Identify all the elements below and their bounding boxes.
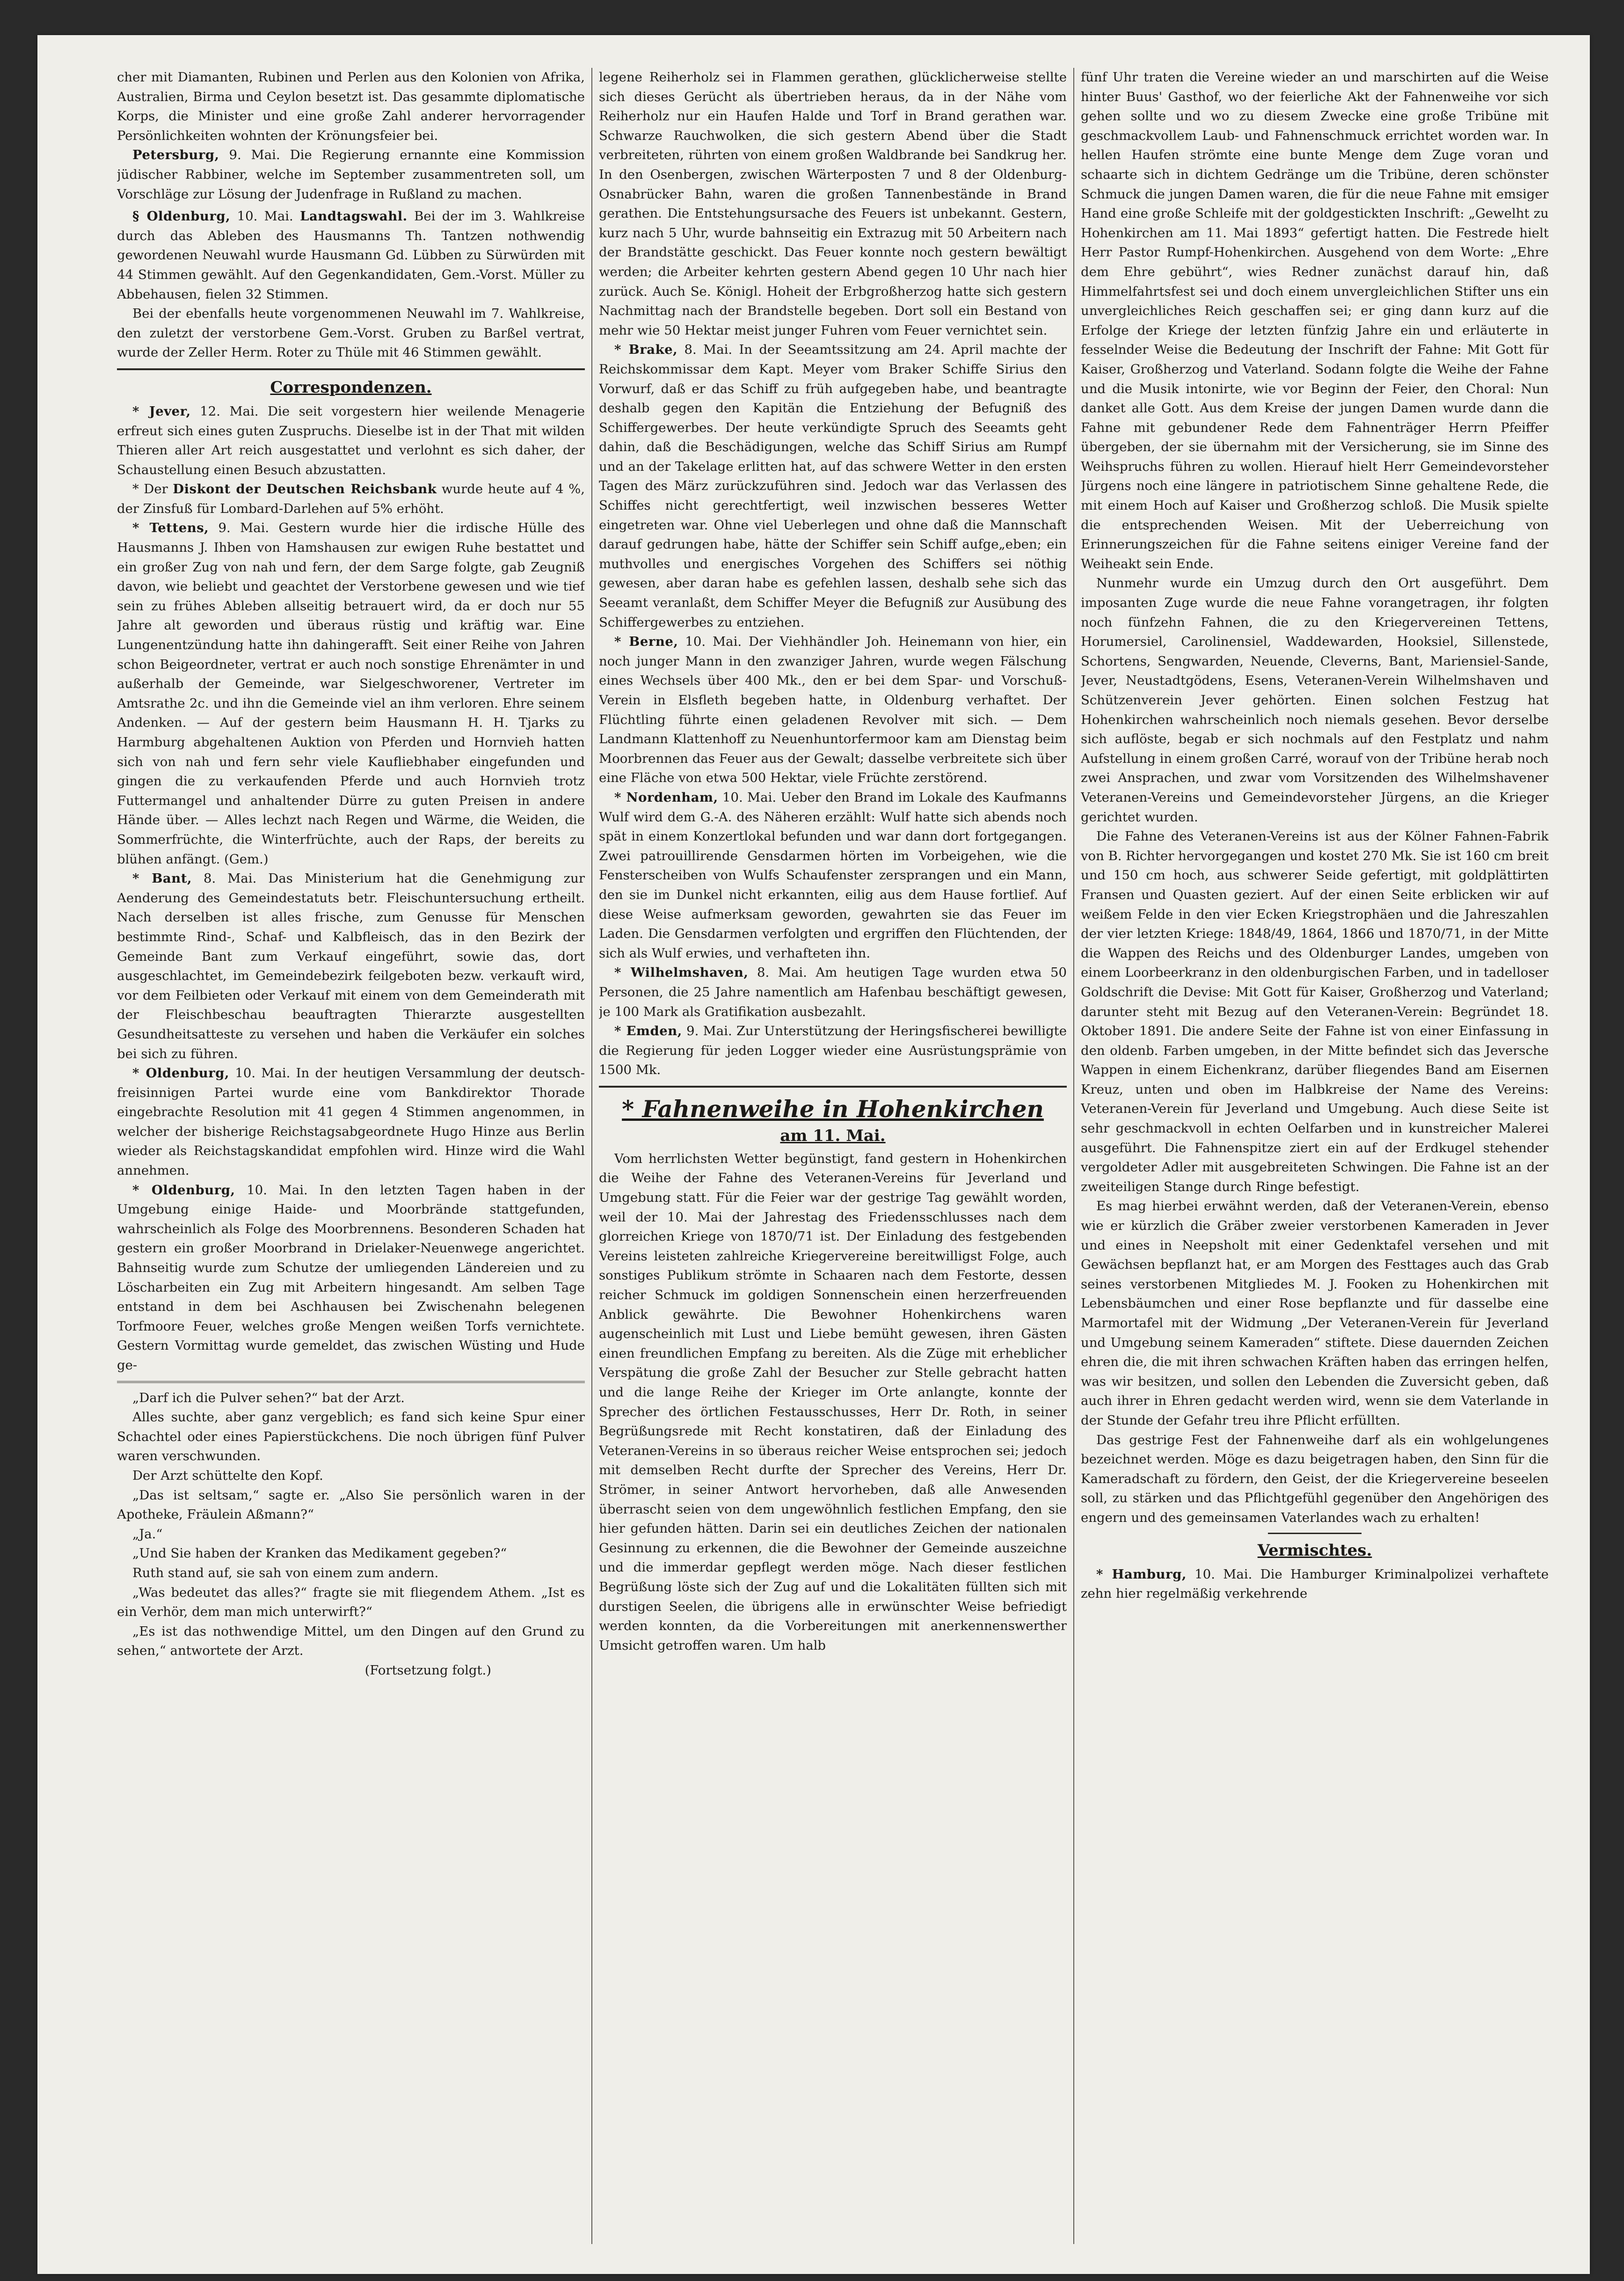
feuilleton-rule <box>117 1381 585 1383</box>
article-text: cher mit Diamanten, Rubinen und Perlen aus den Kolonien von Afrika, Australien, Birma und Ceylon besetzt ist. Das gesammte diplomatische Korps, die Minister und eine große Zahl anderer hervorragender Persönlichkeiten wohnten der Krönungsfeier bei. <box>117 70 585 143</box>
dateline: Petersburg, <box>132 147 219 163</box>
article-nordenham <box>599 788 1067 963</box>
dateline: * Wilhelmshaven, <box>614 965 749 980</box>
article-bant <box>117 869 585 1064</box>
feuilleton-text: „Was bedeutet das alles?“ fragte sie mit fliegendem Athem. „Ist es ein Verhör, dem man mich unterwirft?“ <box>117 1585 585 1620</box>
column-3 <box>1081 68 1549 2263</box>
dateline: * Hamburg, <box>1096 1566 1187 1582</box>
article-text: 8. Mai. In der Seeamtssitzung am 24. April machte der Reichskommissar dem Kapt. Meyer vom Braker Schiffe Sirius den Vorwurf, daß er das Schiff zu früh aufgegeben habe, und beantragte deshalb gegen den Kapitän die Entziehung der Befugniß des Schiffergewerbes. Der heute verkündigte Spruch des Seeamts geht dahin, daß die Beschädigungen, welche das Schiff Sirius am Rumpf und an der Takelage erlitten hat, auf das schwere Wetter in den ersten Tagen des März zurückzuführen sind. Jedoch war das Verlassen des Schiffes nicht gerechtfertigt, weil inzwischen besseres Wetter eingetreten war. Ohne viel Ueberlegen und ohne daß die Mannschaft darauf gedrungen habe, hätte der Schiffer sein Schiff aufge„eben; ein muthvolles und energisches Vorgehen des Schiffers sei nöthig gewesen, aber daran habe es gefehlen lassen, deshalb sehe sich das Seeamt veranlaßt, dem Schiffer Meyer die Befugniß zur Ausübung des Schiffergewerbes zu entziehen. <box>599 342 1067 630</box>
feuilleton-text: Der Arzt schüttelte den Kopf. <box>132 1468 323 1483</box>
section-heading: Vermischtes. <box>1257 1541 1372 1560</box>
article-text: 10. Mai. Der Viehhändler Joh. Heinemann von hier, ein noch junger Mann in den zwanziger Jahren, wurde wegen Fälschung eines Wechsels über 400 Mk., den er bei dem Spar- und Vorschuß-Verein in Elsfleth begeben hatte, in Oldenburg verhaftet. Der Flüchtling führte einen geladenen Revolver mit sich. — Dem Landmann Klattenhoff zu Neuenhuntorfermoor kam am Dienstag beim Moorbrennen das Feuer aus der Gewalt; dasselbe verbreitete sich über eine Fläche von etwa 500 Hektar, viele Früchte zerstörend. <box>599 634 1067 786</box>
feuilleton-text: „Das ist seltsam,“ sagte er. „Also Sie persönlich waren in der Apotheke, Fräulein Aßmann?“ <box>117 1487 585 1522</box>
article-text: 10. Mai. Die Hamburger Kriminalpolizei verhaftete zehn hier regelmäßig verkehrende <box>1081 1566 1549 1601</box>
article-text: 10. Mai. In den letzten Tagen haben in der Umgebung einige Haide- und Moorbrände stattgefunden, wahrscheinlich als Folge des Moorbrennens. Besonderen Schaden hat gestern ein großer Moorbrand in Drielaker-Neuenwege angerichtet. Bahnseitig wurde zum Schutze der umliegenden Ländereien und zu Löscharbeiten ein Zug mit Arbeitern hingesandt. Am selben Tage entstand in dem bei Aschhausen bei Zwischenahn belegenen Torfmoore Feuer, welches große Mengen weißen Torfs vernichtete. Gestern Vormittag wurde gemeldet, das zwischen Wüsting und Hude ge- <box>117 1182 585 1373</box>
feuilleton-text: „Ja.“ <box>132 1526 163 1542</box>
dateline: * Bant, <box>132 871 192 886</box>
article-hamburg <box>1081 1565 1549 1604</box>
article-text: Bei der im 3. Wahlkreise durch das Ableben des Hausmanns Th. Tantzen nothwendig gewordenen Neuwahl wurde Hausmann Gd. Lübben zu Sürwürden mit 44 Stimmen gewählt. Auf den Gegenkandidaten, Gem.-Vorst. Müller zu Abbehausen, fielen 32 Stimmen. <box>117 209 585 302</box>
article-wilhelmshaven <box>599 963 1067 1022</box>
feuilleton-text: Alles suchte, aber ganz vergeblich; es fand sich keine Spur einer Schachtel oder eines Papierstückchens. Die noch übrigen fünf Pulver waren verschwunden. <box>117 1410 585 1464</box>
article-oldenburg-2 <box>117 1181 585 1375</box>
article-text: * Der <box>132 482 173 497</box>
dateline: * Berne, <box>614 634 678 650</box>
dateline: * Oldenburg, <box>132 1066 230 1081</box>
feuilleton-text: „Es ist das nothwendige Mittel, um den Dingen auf den Grund zu sehen,“ antwortete der Arzt. <box>117 1623 585 1659</box>
dateline: * Jever, <box>132 403 191 419</box>
dateline: * Nordenham, <box>614 790 718 805</box>
separator <box>1268 1533 1362 1534</box>
article-text: Vom herrlichsten Wetter begünstigt, fand gestern in Hohenkirchen die Weihe der Fahne des Veteranen-Vereins für Jeverland und Umgebung statt. Für die Feier war der gestrige Tag gewählt worden, weil der 10. Mai der Jahrestag des Friedensschlusses nach dem glorreichen Kriege von 1870/71 ist. Der Einladung des festgebenden Vereins leisteten zahlreiche Kriegervereine bereitwilligst Folge, auch sonstiges Publikum strömte in Schaaren nach dem Festorte, dessen reicher Schmuck im goldigen Sonnenschein einen herzerfreuenden Anblick gewährte. Die Bewohner Hohenkirchens waren augenscheinlich mit Lust und Liebe bemüht gewesen, ihren Gästen einen freundlichen Empfang zu bereiten. Als die Züge mit erheblicher Verspätung die große Zahl der Besucher zur Stelle gebracht hatten und die lange Reihe der Krieger im Orte anlangte, konnte der Sprecher des örtlichen Festausschusses, Herr Dr. Roth, in seiner Begrüßungsrede mit Recht konstatiren, daß der Einladung des Veteranen-Vereins in so überaus reicher Weise entsprochen sei; jedoch mit demselben Recht durfte der Sprecher des Vereins, Herr Dr. Strömer, in seiner Antwort hervorheben, daß alle Anwesenden überrascht seien von dem ungewöhnlich festlichen Empfang, den sie hier gefunden hätten. Darin sei ein deutliches Zeichen der nationalen Gesinnung zu erkennen, die die Bewohner der Gemeinde auszeichne und die immerdar gepflegt werden möge. Nach dieser festlichen Begrüßung löste sich der Zug auf und die Lokalitäten füllten sich mit durstigen Seelen, die übrigens alle in erwünschter Weise befriedigt werden konnten, da die Vorbereitungen mit anerkennenswerther Umsicht getroffen waren. Um halb <box>599 1151 1067 1653</box>
article-headline: * Fahnenweihe in Hohenkirchen <box>622 1095 1044 1123</box>
dateline: § Oldenburg, <box>132 209 231 224</box>
dateline: * Emden, <box>614 1024 682 1039</box>
article-text: Bei der ebenfalls heute vorgenommenen Neuwahl im 7. Wahlkreise, den zuletzt der verstorbene Gem.-Vorst. Gruben zu Barßel vertrat, wurde der Zeller Herm. Roter zu Thüle mit 46 Stimmen gewählt. <box>117 306 585 360</box>
dateline: * Brake, <box>614 342 678 358</box>
feuilleton-text: „Darf ich die Pulver sehen?“ bat der Arzt. <box>132 1390 405 1405</box>
newspaper-page <box>37 35 1590 2274</box>
article-emden <box>599 1022 1067 1080</box>
article-reichsbank <box>117 480 585 519</box>
continuation-note: (Fortsetzung folgt.) <box>364 1662 491 1678</box>
article-brake <box>599 340 1067 632</box>
article-text: 12. Mai. Die seit vorgestern hier weilende Menagerie erfreut sich eines guten Zuspruchs. Dieselbe ist in der That mit wilden Thieren aller Art reich ausgestattet und verlohnt es sich daher, der Schaustellung einen Besuch abzustatten. <box>117 403 585 477</box>
column-rule <box>1073 68 1074 2244</box>
dateline: * Tettens, <box>132 520 209 536</box>
article-text: Das gestrige Fest der Fahnenweihe darf als ein wohlgelungenes bezeichnet werden. Möge es dazu beigetragen haben, den Sinn für die Kameradschaft zu fördern, den Geist, der die Kriegervereine beseelen soll, zu stärken und das Pflichtgefühl gegenüber den Angehörigen des engern und des gemeinsamen Vaterlandes wach zu erhalten! <box>1081 1432 1549 1525</box>
column-1 <box>117 68 585 2263</box>
separator <box>599 1086 1067 1088</box>
article-text: wurde heute auf 4 %, der Zinsfuß für Lombard-Darlehen auf 5% erhöht. <box>117 482 585 516</box>
article-oldenburg-1 <box>117 1064 585 1181</box>
article-text: 10. Mai. Ueber den Brand im Lokale des Kaufmanns Wulf wird dem G.-A. des Näheren erzählt: Wulf hatte sich abends noch spät in einem Konzertlokal befunden und war dann dort fortgegangen. Zwei patrouillirende Gensdarmen hörten im Vorbeigehen, wie die Fensterscheiben von Wulfs Schaufenster zersprangen und ein Mann, den sie im Dunkel nicht erkannten, eilig aus dem Hause fortlief. Auf diese Weise aufmerksam geworden, gewahrten sie das Feuer im Laden. Die Gensdarmen verfolgten und ergriffen den Flüchtenden, der sich als Wulf erwies, und verhafteten ihn. <box>599 790 1067 961</box>
feuilleton-text: Ruth stand auf, sie sah von einem zum andern. <box>132 1565 439 1580</box>
keyword: Landtagswahl. <box>300 209 408 224</box>
article-subheadline: am 11. Mai. <box>780 1126 886 1145</box>
section-heading: Correspondenzen. <box>270 378 432 397</box>
article-petersburg <box>117 146 585 204</box>
article-text: 9. Mai. Die Regierung ernannte eine Kommission jüdischer Rabbiner, welche im September zusammentreten soll, um Vorschläge zur Lösung der Judenfrage in Rußland zu machen. <box>117 147 585 202</box>
column-rule <box>591 68 592 2244</box>
dateline: * Oldenburg, <box>132 1182 235 1198</box>
article-landtagswahl <box>117 207 585 304</box>
article-jever <box>117 402 585 480</box>
article-tettens <box>117 519 585 869</box>
column-2 <box>599 68 1067 2263</box>
article-text: 8. Mai. Das Ministerium hat die Genehmigung zur Aenderung des Gemeindestatuts betr. Fleischuntersuchung ertheilt. Nach derselben ist alles frische, zum Genusse für Menschen bestimmte Rind-, Schaf- und Kalbfleisch, das in den Bezirk der Gemeinde Bant zum Verkauf eingeführt, sowie das, dort ausgeschlachtet, im Gemeindebezirk feilgeboten bezw. verkauft wird, vor dem Feilbieten oder Verkauf mit einem von dem Gemeinderath mit der Fleischbeschau beauftragten Thierarzte ausgestellten Gesundheitsatteste zu versehen und haben die Verkäufer ein solches bei sich zu führen. <box>117 871 585 1061</box>
feuilleton-text: „Und Sie haben der Kranken das Medikament gegeben?“ <box>132 1546 507 1561</box>
article-text: legene Reiherholz sei in Flammen gerathen, glücklicherweise stellte sich dieses Gerücht als übertrieben heraus, da in der Nähe vom Reiherholz nur ein Haufen Halde und Torf in Brand gerathen war. Schwarze Rauchwolken, die sich gestern Abend über die Stadt verbreiteten, rührten von einem großen Waldbrande bei Sandkrug her. In den Osenbergen, zwischen Wärterposten 7 und 8 der Oldenburg-Osnabrücker Bahn, waren die großen Tannenbestände in Brand gerathen. Die Entstehungsursache des Feuers ist unbekannt. Gestern, kurz nach 5 Uhr, wurde bahnseitig ein Extrazug mit 50 Arbeitern nach der Brandstätte geschickt. Das Feuer konnte noch gestern bewältigt werden; die Arbeiter kehrten gestern Abend gegen 10 Uhr nach hier zurück. Auch Se. Königl. Hoheit der Erbgroßherzog hatte sich gestern Nachmittag nach der Brandstelle begeben. Dort soll ein Bestand von mehr wie 50 Hektar meist junger Fuhren vom Feuer vernichtet sein. <box>599 70 1067 338</box>
article-text: 10. Mai. In der heutigen Versammlung der deutsch-freisinnigen Partei wurde eine vom Bankdirektor Thorade eingebrachte Resolution mit 41 gegen 4 Stimmen angenommen, in welcher der bisherige Reichstagsabgeordnete Hugo Hinze aus Berlin wieder als Reichstagskandidat empfohlen wird. Hinze wird die Wahl annehmen. <box>117 1066 585 1178</box>
article-text: 9. Mai. Gestern wurde hier die irdische Hülle des Hausmanns J. Ihben von Hamshausen zur ewigen Ruhe bestattet und ein großer Zug von nah und fern, der dem Sarge folgte, gab Zeugniß davon, wie beliebt und geachtet der Verstorbene gewesen und wie tief sein zu frühes Ableben allseitig betrauert wird, da er doch nur 55 Jahre alt geworden und überaus rüstig und kräftig war. Eine Lungenentzündung hatte ihn dahingerafft. Seit einer Reihe von Jahren schon Beigeordneter, vertrat er auch noch sonstige Ehrenämter in und außerhalb der Gemeinde, war Sielgeschworener, Vertreter im Amtsrathe 2c. und ihn die Gemeinde viel an ihm verloren. Ehre seinem Andenken. — Auf der gestern beim Hausmann H. H. Tjarks zu Harmburg abgehaltenen Auktion von Pferden und Hornvieh hatten sich von nah und fern sehr viele Kaufliebhaber eingefunden und gingen die zu verkaufenden Pferde und auch Hornvieh trotz Futtermangel und anhaltender Dürre zu guten Preisen in andere Hände über. — Alles lechzt nach Regen und Wärme, die Weiden, die Sommerfrüchte, die Winterfrüchte, auch der Raps, der bereits zu blühen anfängt. (Gem.) <box>117 520 585 867</box>
separator <box>117 368 585 370</box>
article-text: Es mag hierbei erwähnt werden, daß der Veteranen-Verein, ebenso wie er kürzlich die Gräber zweier verstorbenen Kameraden in Jever und eines in Neepsholt mit einer Gedenktafel versehen und mit Gewächsen bepflanzt hat, er am Morgen des Festtages auch das Grab seines verstorbenen Mitgliedes M. J. Fooken zu Hohenkirchen mit Lebensbäumchen und einer Rose bepflanzte und für dasselbe eine Marmortafel mit der Widmung „Der Veteranen-Verein für Jeverland und Umgebung seinem Kameraden“ stiftete. Diese dauernden Zeichen ehren die, die mit ihren schwachen Kräften haben das erringen helfen, was wir besitzen, und sollen den Lebenden die Zuversicht geben, daß auch ihrer in Ehren gedacht werden wird, wenn sie dem Vaterlande in der Stunde der Gefahr treu ihre Pflicht erfüllten. <box>1081 1199 1549 1428</box>
article-text: Nunmehr wurde ein Umzug durch den Ort ausgeführt. Dem imposanten Zuge wurde die neue Fahne vorangetragen, ihr folgten noch fünfzehn Fahnen, die zu den Kriegervereinen Tettens, Horumersiel, Carolinensiel, Waddewarden, Hooksiel, Sillenstede, Schortens, Sengwarden, Neuende, Cleverns, Bant, Mariensiel-Sande, Jever, Neustadtgödens, Esens, Veteranen-Verein Wilhelmshaven und Schützenverein Jever gehörten. Einen solchen Festzug hat Hohenkirchen wahrscheinlich noch niemals gesehen. Bevor derselbe sich auflöste, begab er sich nochmals auf den Festplatz und nahm Aufstellung in einem großen Carré, worauf von der Tribüne herab noch zwei Ansprachen, und zwar vom Vorsitzenden des Wilhelmshavener Veteranen-Vereins und Gemeindevorsteher Jürgens, an die Krieger gerichtet wurden. <box>1081 576 1549 825</box>
article-text: 8. Mai. Am heutigen Tage wurden etwa 50 Personen, die 25 Jahre namentlich am Hafenbau beschäftigt gewesen, je 100 Mark als Gratifikation ausbezahlt. <box>599 965 1067 1019</box>
article-text: fünf Uhr traten die Vereine wieder an und marschirten auf die Weise hinter Buus' Gasthof, wo der feierliche Akt der Fahnenweihe vor sich gehen sollte und wo zu diesem Zwecke eine große Tribüne mit geschmackvollem Laub- und Fahnenschmuck errichtet worden war. In hellen Haufen strömte eine bunte Menge dem Zuge voran und schaarte sich in dichtem Gedränge um die Tribüne, deren schönster Schmuck die jungen Damen waren, die für die neue Fahne mit emsiger Hand eine große Schleife mit der goldgestickten Inschrift: „Gewelht zu Hohenkirchen am 11. Mai 1893“ gefertigt hatten. Die Festrede hielt Herr Pastor Rumpf-Hohenkirchen. Ausgehend von dem Worte: „Ehre dem Ehre gebührt“, wies Redner zunächst darauf hin, daß Himmelfahrtsfest sei und doch einem unvergleichlichen Stifter uns ein unvergleichliches Reich geschaffen sei; er ging dann kurz auf die Erfolge der Kriege der letzten fünfzig Jahre ein und erläuterte in fesselnder Weise die Bedeutung der Inschrift der Fahne: Mit Gott für Kaiser, Großherzog und Vaterland. Sodann folgte die Weihe der Fahne und die Musik intonirte, wie vor Beginn der Feier, den Choral: Nun danket alle Gott. Aus dem Kreise der jungen Damen wurde dann die Fahne mit gebundener Rede dem Fahnenträger Herrn Pfeiffer übergeben, der sie übernahm mit der Versicherung, sie im Sinne des Weihspruchs führen zu wollen. Hierauf hielt Herr Gemeindevorsteher Jürgens noch eine längere in patriotischem Sinne gehaltene Rede, die mit einem Hoch auf Kaiser und Großherzog schloß. Die Musik spielte die entsprechenden Weisen. Mit der Ueberreichung von Erinnerungszeichen für die Fahne seitens einiger Vereine fand der Weiheakt sein Ende. <box>1081 70 1549 571</box>
article-text: Die Fahne des Veteranen-Vereins ist aus der Kölner Fahnen-Fabrik von B. Richter hervorgegangen und kostet 270 Mk. Sie ist 160 cm breit und 150 cm hoch, aus schwerer Seide gefertigt, mit goldplättirten Fransen und Quasten geziert. Auf der einen Seite erblicken wir auf weißem Felde in den vier Ecken Kriegstrophäen und die Jahreszahlen der vier letzten Kriege: 1848/49, 1864, 1866 und 1870/71, in der Mitte die Wappen des Reichs und des Oldenburger Landes, umgeben von einem Loorbeerkranz in den oldenburgischen Farben, und in tadelloser Goldschrift die Devise: Mit Gott für Kaiser, Großherzog und Vaterland; darunter steht mit Bezug auf den Veteranen-Verein: Begründet 18. Oktober 1891. Die andere Seite der Fahne ist von einer Einfassung in den oldenb. Farben umgeben, in der Mitte befindet sich das Jeversche Wappen in einem Eichenkranz, darüber fliegendes Band am Eisernen Kreuz, unten und oben im Halbkreise der Name des Vereins: Veteranen-Verein für Jeverland und Umgebung. Auch diese Seite ist sehr geschmackvoll in echten Oelfarben und in kunstreicher Malerei ausgeführt. Die Fahnenspitze ziert ein auf der Erdkugel stehender vergoldeter Adler mit ausgebreiteten Schwingen. Die Fahne ist an der zweiteiligen Stange durch Ringe befestigt. <box>1081 829 1549 1194</box>
article-text: 9. Mai. Zur Unterstützung der Heringsfischerei bewilligte die Regierung für jeden Logger wieder eine Ausrüstungsprämie von 1500 Mk. <box>599 1024 1067 1078</box>
date-text: 10. Mai. <box>230 209 300 224</box>
keyword: Diskont der Deutschen Reichsbank <box>173 482 437 497</box>
article-berne <box>599 632 1067 788</box>
